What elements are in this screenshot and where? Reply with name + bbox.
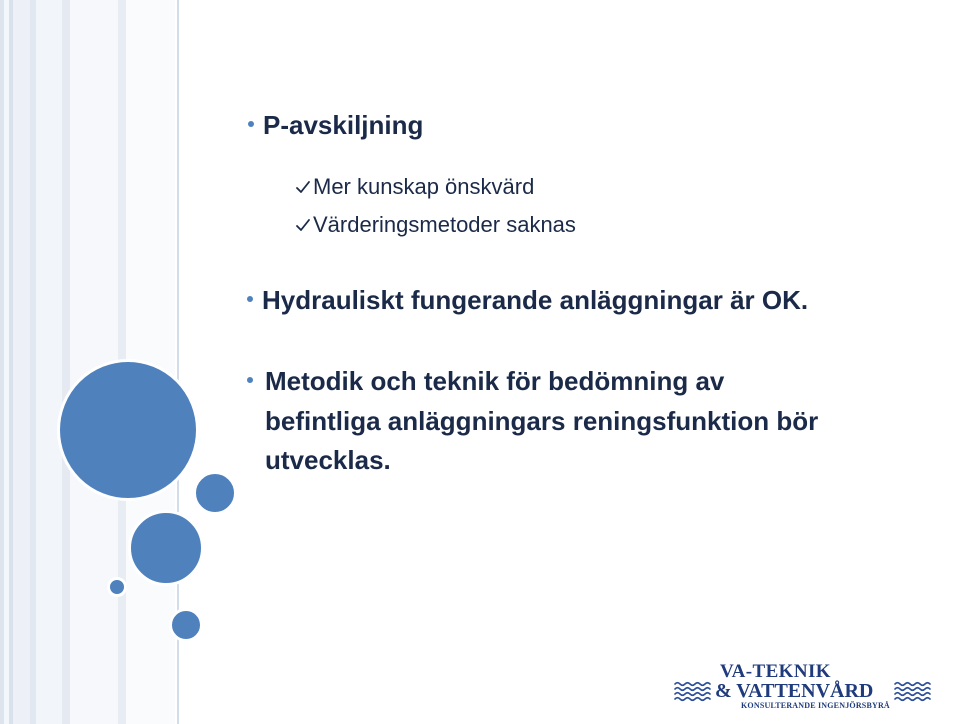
bullet-item-hydrauliskt [262,285,808,316]
decorative-circle-medium [128,510,204,586]
check-text: Värderingsmetoder saknas [313,212,576,237]
decorative-circle-large [57,359,199,501]
checkmark-icon [295,179,311,195]
bullet-text: Metodik och teknik för bedömning av befintliga anläggningars reningsfunktion bör utvecklas. [265,366,819,475]
bullet-text: Hydrauliskt fungerande anläggningar är OK. [262,285,809,315]
check-item [295,168,576,206]
background-stripes [0,0,182,724]
decorative-circle-small [193,471,237,515]
checkmark-icon [295,217,311,233]
wave-icon [893,680,935,702]
bullet-dot-icon [247,296,253,302]
bullet-text: P-avskiljning [263,110,424,140]
wave-icon [673,680,715,702]
check-item [295,206,576,244]
bullet-item-p-avskiljning [263,110,423,141]
bullet-dot-icon [248,121,254,127]
logo-line-1: VA-TEKNIK [720,661,831,682]
check-text: Mer kunskap önskvärd [313,174,535,199]
bullet-item-metodik [265,362,835,481]
decorative-circle-small [169,608,203,642]
bullet-dot-icon [247,377,253,383]
logo-line-3: KONSULTERANDE INGENJÖRSBYRÅ [741,701,890,710]
logo-line-2: & VATTENVÅRD [715,680,874,702]
check-list [295,168,576,244]
decorative-circle-tiny [107,577,127,597]
